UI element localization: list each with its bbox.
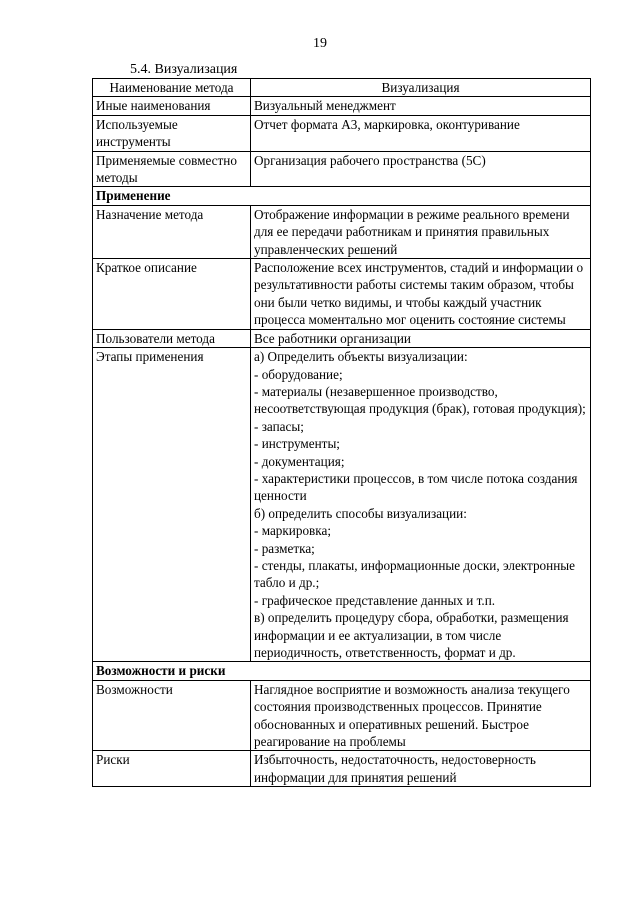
table-row (93, 151, 591, 187)
table-row (93, 205, 591, 258)
table-row (93, 115, 591, 151)
stage-line: - документация; (254, 453, 345, 469)
header-method-value: Визуализация (251, 79, 591, 97)
row-label-users: Пользователи метода (93, 329, 251, 347)
stage-line: - запасы; (254, 418, 304, 434)
row-label-other-names: Иные наименования (93, 97, 251, 115)
row-value-risks: Избыточность, недостаточность, недостоверность информации для принятия решений (251, 751, 591, 787)
stage-line: а) Определить объекты визуализации: (254, 349, 468, 365)
row-value-opportunities: Наглядное восприятие и возможность анализа текущего состояния производственных процессов. Принятие обоснованных и оперативных решений. Быстрое реагирование на проблемы (251, 680, 591, 751)
row-value-description: Расположение всех инструментов, стадий и информации о результативности работы системы таким образом, чтобы они были четко видимы, и чтобы каждый участник процесса моментально мог оценить состояние системы (251, 259, 591, 330)
stage-line: - характеристики процессов, в том числе потока создания ценности (254, 470, 578, 504)
section-heading-application: Применение (93, 187, 591, 205)
stage-line: - маркировка; (254, 523, 331, 539)
row-value-users: Все работники организации (251, 329, 591, 347)
row-label-tools: Используемые инструменты (93, 115, 251, 151)
stage-line: - графическое представление данных и т.п. (254, 592, 496, 608)
stage-line: - стенды, плакаты, информационные доски, электронные табло и др.; (254, 557, 575, 591)
row-value-tools: Отчет формата А3, маркировка, оконтуривание (251, 115, 591, 151)
header-method-name: Наименование метода (93, 79, 251, 97)
table-row (93, 751, 591, 787)
stage-line: - материалы (незавершенное производство, несоответствующая продукция (брак), готовая продукция); (254, 383, 586, 417)
row-value-purpose: Отображение информации в режиме реального времени для ее передачи работникам и принятия правильных управленческих решений (251, 205, 591, 258)
table-row (93, 97, 591, 115)
row-label-stages: Этапы применения (93, 348, 251, 662)
row-label-opportunities: Возможности (93, 680, 251, 751)
row-value-other-names: Визуальный менеджмент (251, 97, 591, 115)
row-label-description: Краткое описание (93, 259, 251, 330)
page-number: 19 (313, 36, 327, 51)
stage-line: - разметка; (254, 540, 315, 556)
section-row-risks (93, 662, 591, 680)
table-row (93, 329, 591, 347)
section-heading-risks: Возможности и риски (93, 662, 591, 680)
table-row (93, 680, 591, 751)
table-row (93, 259, 591, 330)
section-row-application (93, 187, 591, 205)
row-label-joint-methods: Применяемые совместно методы (93, 151, 251, 187)
row-label-risks: Риски (93, 751, 251, 787)
stage-line: в) определить процедуру сбора, обработки, размещения информации и ее актуализации, в том числе периодичность, ответственность, формат и др. (254, 610, 569, 660)
row-label-purpose: Назначение метода (93, 205, 251, 258)
row-value-stages (251, 348, 591, 662)
section-title: 5.4. Визуализация (130, 62, 238, 77)
row-value-joint-methods: Организация рабочего пространства (5С) (251, 151, 591, 187)
method-table (92, 78, 591, 787)
stage-line: - инструменты; (254, 436, 340, 452)
stage-line: - оборудование; (254, 366, 343, 382)
stage-line: б) определить способы визуализации: (254, 505, 467, 521)
table-row (93, 348, 591, 662)
table-header-row (93, 79, 591, 97)
